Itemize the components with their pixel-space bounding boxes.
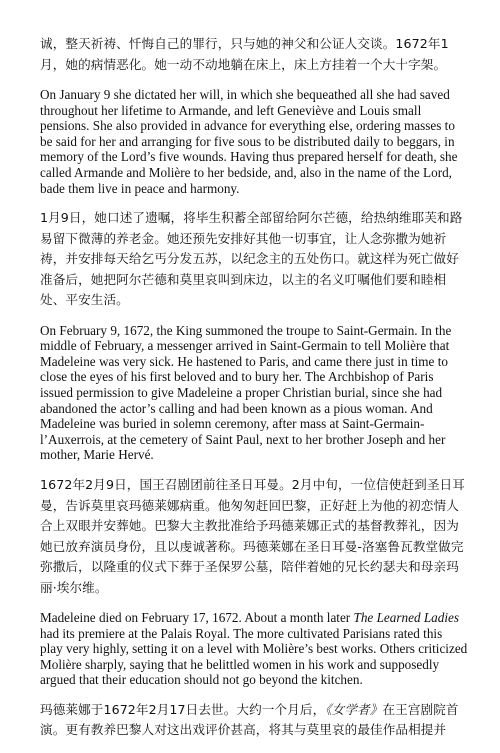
paragraph-zh-2: 1月9日，她口述了遗嘱，将毕生积蓄全部留给阿尔芒德，给热纳维耶芙和路易留下微薄的养老金。她还预先安排好其他一切事宜，让人念弥撒为她祈祷，并安排每天给乞丐分发五苏，以纪念主的五处伤口。就这样为死亡做好准备后，她把阿尔芒德和莫里哀叫到床边，以主的名义叮嘱他们要和睦相处、平安生活。 (40, 210, 463, 308)
paragraph-zh-4-text-after: 在王宫剧院首演。更有教养巴黎人对这出戏评价甚高，将其与莫里哀的最佳作品相提并 (40, 701, 459, 738)
document-page (40, 34, 468, 753)
paragraph-en-3 (40, 610, 468, 688)
paragraph-en-1: On January 9 she dictated her will, in which she bequeathed all she had saved throughout her lifetime to Armande, and left Geneviève and Louis small pensions. She also provided in advance for everything else, ordering masses to be said for her and arranging for five sous to be distributed daily to beggars, in memory of the Lord’s five wounds. Having thus prepared herself for death, she called Armande and Molière to her bedside, and, also in the name of the Lord, bade them live in peace and harmony. (40, 87, 458, 196)
paragraph-zh-4-text-before: 玛德莱娜于1672年2月17日去世。大约一个月后， (40, 701, 326, 717)
paragraph-en-3-text-before: Madeleine died on February 17, 1672. About a month later (40, 610, 354, 625)
paragraph-zh-3: 1672年2月9日，国王召剧团前往圣日耳曼。2月中旬，一位信使赶到圣日耳曼，告诉莫里哀玛德莱娜病重。他匆匆赶回巴黎，正好赶上为他的初恋情人合上双眼并安葬她。巴黎大主教批准给予玛德莱娜正式的基督教葬礼，因为她已放弃演员身份，且以虔诚著称。玛德莱娜在圣日耳曼-洛塞鲁瓦教堂做完弥撒后，以隆重的仪式下葬于圣保罗公墓，陪伴着她的兄长约瑟夫和母亲玛丽·埃尔维。 (40, 477, 465, 595)
play-title-zh: 《女学者》 (325, 701, 383, 717)
paragraph-en-3-text-after: had its premiere at the Palais Royal. The more cultivated Parisians rated this play very highly, setting it on a level with Molière’s best works. Others criticized Molière sharply, saying that he belittled women in his work and supposedly argued that their education should not go beyond the kitchen. (40, 625, 468, 688)
paragraph-zh-1: 诚，整天祈祷、忏悔自己的罪行，只与她的神父和公证人交谈。1672年1月，她的病情恶化。她一动不动地躺在床上，床上方挂着一个大十字架。 (40, 36, 449, 72)
paragraph-zh-4 (40, 700, 468, 741)
paragraph-en-2: On February 9, 1672, the King summoned the troupe to Saint-Germain. In the middle of February, a messenger arrived in Saint-Germain to tell Molière that Madeleine was very sick. He hastened to Paris, and came there just in time to close the eyes of his first beloved and to bury her. The Archbishop of Paris issued permission to give Madeleine a proper Christian burial, since she had abandoned the actor’s calling and had been known as a pious woman. And Madeleine was buried in solemn ceremony, after mass at Saint-Germain-l’Auxerrois, at the cemetery of Saint Paul, next to her brother Joseph and her mother, Marie Hervé. (40, 322, 452, 463)
play-title-en: The Learned Ladies (353, 610, 459, 625)
